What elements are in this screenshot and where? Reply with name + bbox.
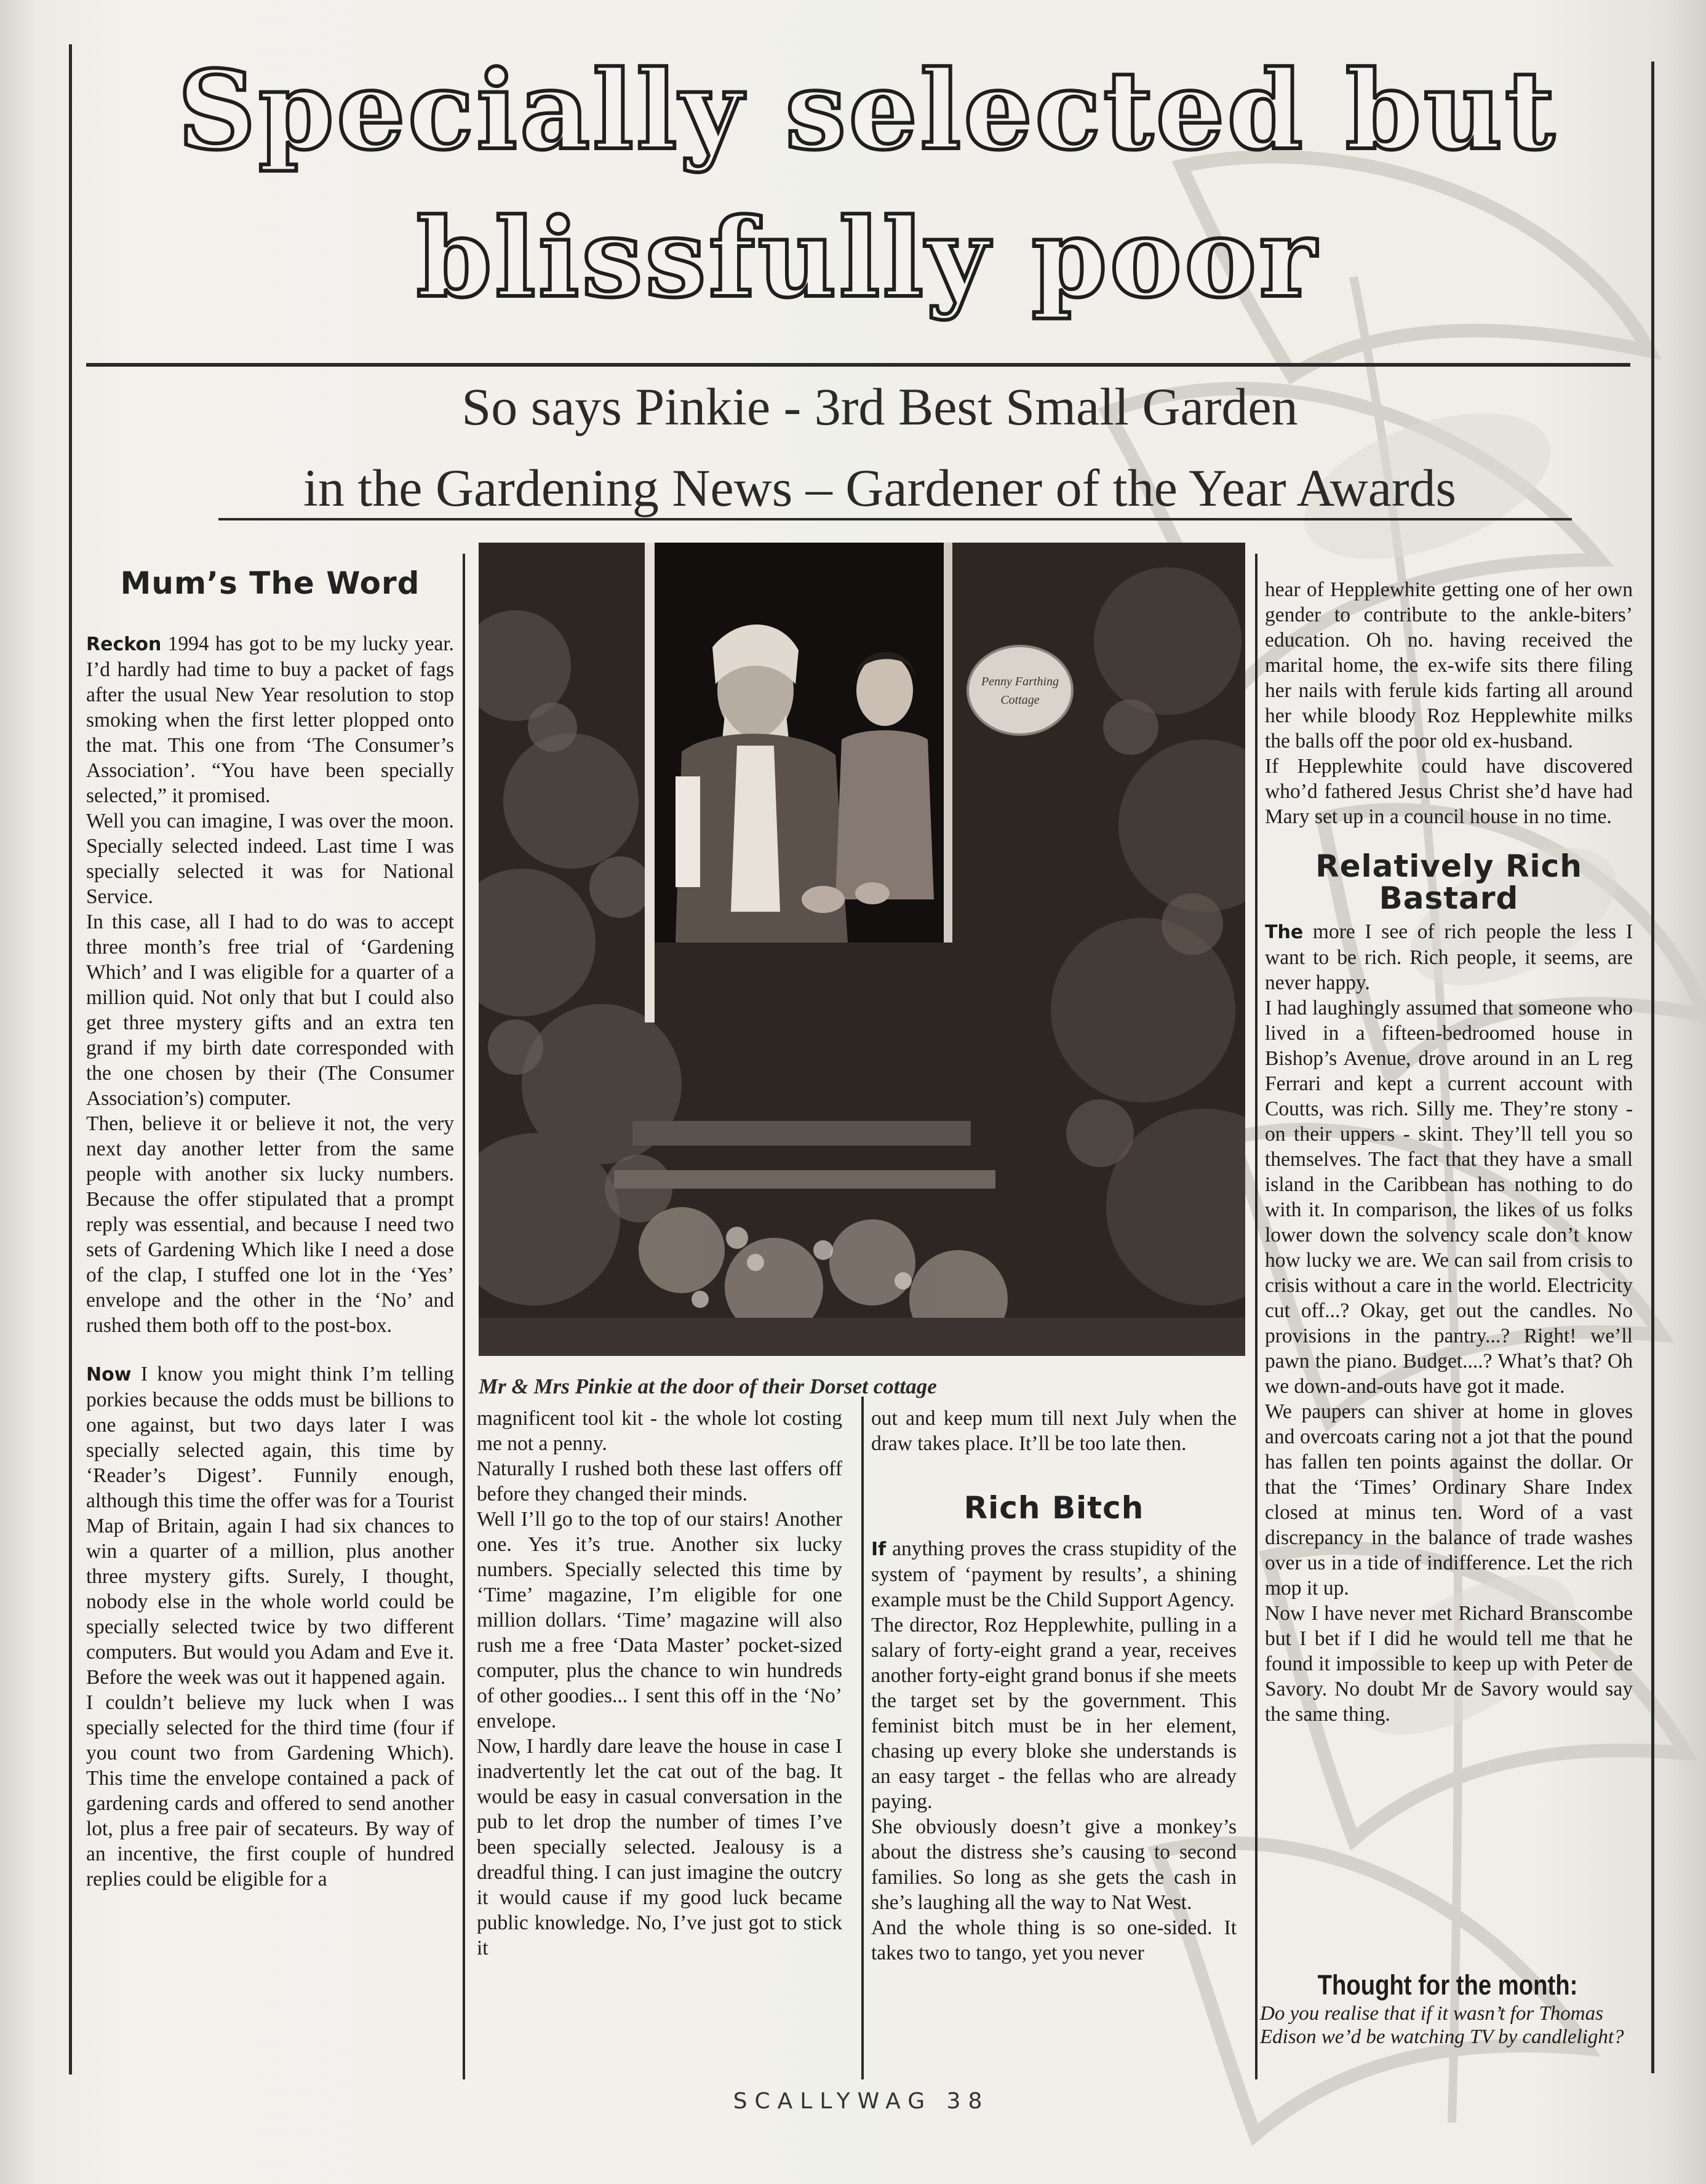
section-title-rich-bitch: Rich Bitch [963,1490,1144,1526]
paragraph: Then, believe it or believe it not, the very next day another letter from the same people with another six lucky numbers. Because the offer stipulated that a prompt reply was essential, and because I need two sets of Gardening Which like I need a dose of the clap, I stuffed one lot in the ‘Yes’ envelope and the other in the ‘No’ and rushed them both off to the post-box. [86,1112,454,1337]
lead-word: If [871,1539,887,1560]
column-1 [86,567,454,1892]
column-4 [1265,577,1633,1727]
paragraph: And the whole thing is so one-sided. It takes two to tango, yet you never [871,1916,1237,1964]
column-2 [477,1406,842,1961]
photo-illustration [479,543,1245,1356]
paragraph [86,631,454,808]
column-3 [871,1406,1237,1966]
thought-for-the-month [1260,1969,1635,2049]
paragraph-text: 1994 has got to be my lucky year. I’d hardly had time to buy a packet of fags after the usual New Year resolution to stop smoking when the first letter plopped onto the mat. This one from ‘The Consumer’s Association’. “You have been specially selected,” it promised. [86,632,454,807]
photo-caption: Mr & Mrs Pinkie at the door of their Dorset cottage [479,1374,937,1398]
paragraph: The director, Roz Hepplewhite, pulling in a salary of forty-eight grand a year, receives another forty-eight grand bonus if she meets the target set by the government. This feminist bitch must be in her element, chasing up every bloke she understands is an easy target - the fellas who are already paying. [871,1614,1237,1813]
paragraph: We paupers can shiver at home in gloves and overcoats caring not a jot that the pound has fallen ten points against the dollar. Or that the ‘Times’ Ordinary Share Index closed at minus ten. Word of a vast discrepancy in the balance of trade washes over us in a tide of indifference. Let the rich mop it up. [1265,1400,1633,1600]
paragraph: She obviously doesn’t give a monkey’s about the distress she’s causing to second families. So long as she gets the cash in she’s laughing all the way to Nat West. [871,1815,1237,1914]
paragraph-text: I know you might think I’m telling porkies because the odds must be billions to one against, but two days later I was specially selected again, this time by ‘Reader’s Digest’. Funnily enough, although this time the offer was for a Tourist Map of Britain, again I had six chances to win a quarter of a million, plus another three mystery gifts. Surely, I thought, nobody else in the whole world could be specially selected twice by two different computers. But would you Adam and Eve it. Before the week was out it happened again. [86,1363,454,1689]
subhead-line-2: in the Gardening News – Gardener of the Year Awards [303,458,1457,517]
column-divider-2 [861,1397,864,2079]
frame-right-rule [1651,62,1654,2073]
cottage-photo [479,543,1245,1356]
section-title-line: Relatively Rich [1315,848,1582,884]
paragraph: out and keep mum till next July when the draw takes place. It’ll be too late then. [871,1407,1237,1455]
section-title-line: Bastard [1379,880,1519,916]
thought-title: Thought for the month: [1317,1969,1578,2001]
paragraph: If Hepplewhite could have discovered who’d fathered Jesus Christ she’d have had Mary set up in a council house in no time. [1265,755,1633,828]
subheadline [92,366,1667,528]
paragraph: Now I have never met Richard Branscombe but I bet if I did he would tell me that he found it impossible to keep up with Peter de Savory. No doubt Mr de Savory would say the same thing. [1265,1602,1633,1726]
paragraph-text: more I see of rich people the less I want to be rich. Rich people, it seems, are never happy. [1265,920,1633,994]
paragraph: In this case, all I had to do was to accept three month’s free trial of ‘Gardening Which’ and I was eligible for a quarter of a million quid. Not only that but I could also get three mystery gifts and an extra ten grand if my birth date corresponded with the one chosen by their (The Consumer Association’s) computer. [86,911,454,1110]
paragraph: Well you can imagine, I was over the moon. Specially selected indeed. Last time I was specially selected it was for National Service. [86,810,454,908]
paragraph: hear of Hepplewhite getting one of her own gender to contribute to the ankle-biters’ education. Oh no. having received the marital home, the ex-wife sits there filing her nails with ferule kids farting all around her while bloody Roz Hepplewhite milks the balls off the poor old ex-husband. [1265,578,1633,752]
section-title-relatively-rich-bastard [1265,850,1633,914]
headline: Specially selected but blissfully poor [177,47,1558,322]
paragraph [1265,919,1633,995]
paragraph: magnificent tool kit - the whole lot costing me not a penny. [477,1407,842,1455]
paragraph: I had laughingly assumed that someone who lived in a fifteen-bedroomed house in Bishop’s Avenue, drove around in an L reg Ferrari and kept a current account with Coutts, was rich. Silly me. They’re stony - on their uppers - skint. They’ll tell you so themselves. The fact that they have a small island in the Caribbean has nothing to do with it. In comparison, the likes of us folks lower down the solvency scale don’t know how lucky we are. We can sail from crisis to crisis without a care in the world. Electricity cut off...? Okay, get out the candles. No provisions in the pantry...? Right! we’ll pawn the piano. Budget....? What’s that? Oh we down-and-outs have got it made. [1265,997,1633,1398]
lead-word: The [1265,922,1304,943]
lead-word: Now [86,1364,132,1385]
paragraph [86,1361,454,1690]
column-divider-3 [1255,554,1258,2079]
cottage-sign-text: Penny Farthing [981,675,1059,688]
paragraph: I couldn’t believe my luck when I was specially selected for the third time (four if you count two from Gardening Which). This time the envelope contained a pack of gardening cards and offered to send another lot, plus a free pair of secateurs. By way of an incentive, the first couple of hundred replies could be eligible for a [86,1691,454,1891]
column-divider-1 [463,554,465,2079]
paragraph-text: anything proves the crass stupidity of the system of ‘payment by results’, a shining example must be the Child Support Agency. [871,1537,1237,1611]
page-footer: SCALLYWAG 38 [733,2089,990,2114]
paragraph [871,1536,1237,1612]
section-title-mums-the-word: Mum’s The Word [120,565,420,601]
paragraph: Naturally I rushed both these last offers off before they changed their minds. [477,1457,842,1505]
lead-word: Reckon [86,634,162,655]
paragraph: Now, I hardly dare leave the house in case I inadvertently let the cat out of the bag. It would be easy in casual conversation in the pub to let drop the number of times I’ve been specially selected. Jealousy is a dreadful thing. I can just imagine the outcry it would cause if my good luck became public knowledge. No, I’ve just got to stick it [477,1735,842,1959]
frame-left-rule [69,44,72,2074]
svg-text:Cottage: Cottage [1000,693,1040,707]
subhead-line-1: So says Pinkie - 3rd Best Small Garden [461,377,1298,436]
paragraph: Well I’ll go to the top of our stairs! Another one. Yes it’s true. Another six lucky numbers. Specially selected this time by ‘Time’ magazine, I’m eligible for one million dollars. ‘Time’ magazine will also rush me a free ‘Data Master’ pocket-sized computer, plus the chance to win hundreds of other goodies... I sent this off in the ‘No’ envelope. [477,1508,842,1732]
thought-text: Do you realise that if it wasn’t for Thomas Edison we’d be watching TV by candlelight? [1260,2003,1624,2048]
